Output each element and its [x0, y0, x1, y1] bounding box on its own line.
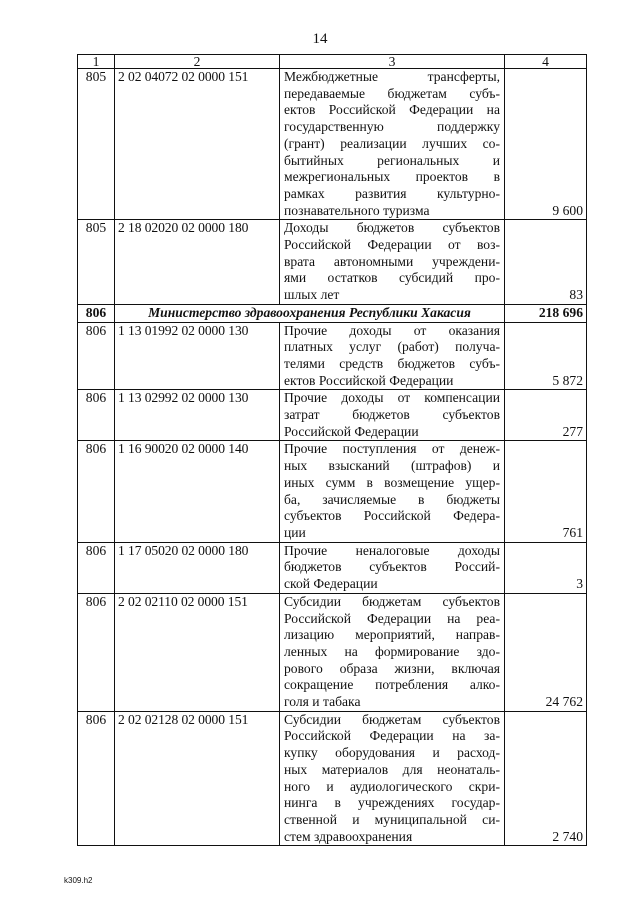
admin-code-cell: 806 — [78, 542, 115, 593]
amount-cell: 83 — [505, 220, 587, 305]
income-name-line: иных сумм в возмещение ущер- — [284, 474, 500, 490]
income-name-line: Межбюджетные трансферты, — [284, 69, 500, 84]
admin-code-cell: 805 — [78, 69, 115, 220]
income-name-cell — [280, 593, 505, 711]
income-name-line: ции — [284, 524, 306, 540]
income-name-line: Доходы бюджетов субъектов — [284, 220, 500, 236]
income-name-line: Российской Федерации на реа- — [284, 610, 500, 626]
income-name-line: ектов Российской Федерации — [284, 372, 454, 388]
admin-code-cell: 805 — [78, 220, 115, 305]
income-name-cell — [280, 322, 505, 390]
table-row — [78, 711, 587, 846]
ministry-name-cell: Министерство здравоохранения Республики Хакасия — [115, 304, 505, 322]
income-name-line: государственную поддержку — [284, 119, 500, 135]
column-number: 4 — [505, 55, 587, 69]
table-row — [78, 390, 587, 441]
income-name-line: стем здравоохранения — [284, 828, 413, 844]
income-name-line: Прочие доходы от компенсации — [284, 390, 500, 406]
income-name-line: ственной и муниципальной си- — [284, 811, 500, 827]
column-number: 1 — [78, 55, 115, 69]
income-name-line: ектов Российской Федерации на — [284, 102, 500, 118]
income-name-line: врата автономными учреждени- — [284, 253, 500, 269]
income-name-line: ба, зачисляемые в бюджеты — [284, 491, 500, 507]
table-row — [78, 322, 587, 390]
income-name-line: передаваемые бюджетам субъ- — [284, 85, 500, 101]
table-body — [78, 69, 587, 846]
income-name-line: Прочие поступления от денеж- — [284, 441, 500, 457]
table-row — [78, 542, 587, 593]
admin-code-cell: 806 — [78, 441, 115, 542]
income-name-cell — [280, 220, 505, 305]
amount-cell: 761 — [505, 441, 587, 542]
income-name-line: межрегиональных проектов в — [284, 169, 500, 185]
income-name-line: ленных на формирование здо- — [284, 643, 500, 659]
income-name-line: купку оборудования и расход- — [284, 745, 500, 761]
income-name-line: сокращение потребления алко- — [284, 677, 500, 693]
admin-code-cell: 806 — [78, 390, 115, 441]
income-name-line: ных взысканий (штрафов) и — [284, 458, 500, 474]
footer-document-code: k309.h2 — [64, 876, 93, 885]
income-name-cell — [280, 711, 505, 846]
table-row — [78, 220, 587, 305]
income-name-cell — [280, 390, 505, 441]
income-name-line: субъектов Российской Федера- — [284, 508, 500, 524]
amount-cell: 3 — [505, 542, 587, 593]
budget-classification-code-cell: 2 02 02110 02 0000 151 — [115, 593, 280, 711]
budget-classification-code-cell: 2 02 02128 02 0000 151 — [115, 711, 280, 846]
ministry-row — [78, 304, 587, 322]
income-name-line: ных материалов для неонаталь- — [284, 761, 500, 777]
income-name-cell — [280, 542, 505, 593]
amount-cell: 2 740 — [505, 711, 587, 846]
income-name-line: затрат бюджетов субъектов — [284, 407, 500, 423]
income-name-line: познавательного туризма — [284, 202, 430, 218]
budget-classification-code-cell: 1 13 01992 02 0000 130 — [115, 322, 280, 390]
budget-classification-code-cell: 2 02 04072 02 0000 151 — [115, 69, 280, 220]
admin-code-cell: 806 — [78, 593, 115, 711]
admin-code-cell: 806 — [78, 304, 115, 322]
admin-code-cell: 806 — [78, 322, 115, 390]
income-name-line: телями средств бюджетов субъ- — [284, 355, 500, 371]
income-name-line: Субсидии бюджетам субъектов — [284, 593, 500, 609]
income-name-cell — [280, 441, 505, 542]
income-name-line: нинга в учреждениях государ- — [284, 795, 500, 811]
income-name-line: ями остатков субсидий про- — [284, 270, 500, 286]
budget-classification-code-cell: 2 18 02020 02 0000 180 — [115, 220, 280, 305]
income-name-line: бытийных региональных и — [284, 152, 500, 168]
income-name-line: лизацию мероприятий, направ- — [284, 627, 500, 643]
income-name-line: Российской Федерации — [284, 423, 419, 439]
amount-cell: 218 696 — [505, 304, 587, 322]
income-name-line: рового образа жизни, включая — [284, 660, 500, 676]
income-name-cell — [280, 69, 505, 220]
budget-classification-code-cell: 1 13 02992 02 0000 130 — [115, 390, 280, 441]
page-number: 14 — [312, 31, 328, 47]
income-name-line: рамках развития культурно- — [284, 185, 500, 201]
budget-classification-code-cell: 1 17 05020 02 0000 180 — [115, 542, 280, 593]
income-name-line: голя и табака — [284, 694, 361, 710]
table-row — [78, 593, 587, 711]
column-number: 3 — [280, 55, 505, 69]
income-name-line: Российской Федерации от воз- — [284, 237, 500, 253]
income-name-line: платных услуг (работ) получа- — [284, 339, 500, 355]
income-name-line: Прочие доходы от оказания — [284, 322, 500, 338]
table-row — [78, 441, 587, 542]
table-row — [78, 69, 587, 220]
amount-cell: 24 762 — [505, 593, 587, 711]
income-name-line: Прочие неналоговые доходы — [284, 542, 500, 558]
amount-cell: 277 — [505, 390, 587, 441]
budget-classification-code-cell: 1 16 90020 02 0000 140 — [115, 441, 280, 542]
income-name-line: (грант) реализации лучших со- — [284, 135, 500, 151]
income-name-line: бюджетов субъектов Россий- — [284, 559, 500, 575]
admin-code-cell: 806 — [78, 711, 115, 846]
amount-cell: 5 872 — [505, 322, 587, 390]
income-name-line: ного и аудиологического скри- — [284, 778, 500, 794]
income-name-line: шлых лет — [284, 287, 340, 303]
income-name-line: ской Федерации — [284, 576, 378, 592]
budget-income-table — [77, 54, 587, 846]
income-name-line: Российской Федерации на за- — [284, 728, 500, 744]
column-number: 2 — [115, 55, 280, 69]
column-number-row — [78, 55, 587, 69]
income-name-line: Субсидии бюджетам субъектов — [284, 711, 500, 727]
amount-cell: 9 600 — [505, 69, 587, 220]
